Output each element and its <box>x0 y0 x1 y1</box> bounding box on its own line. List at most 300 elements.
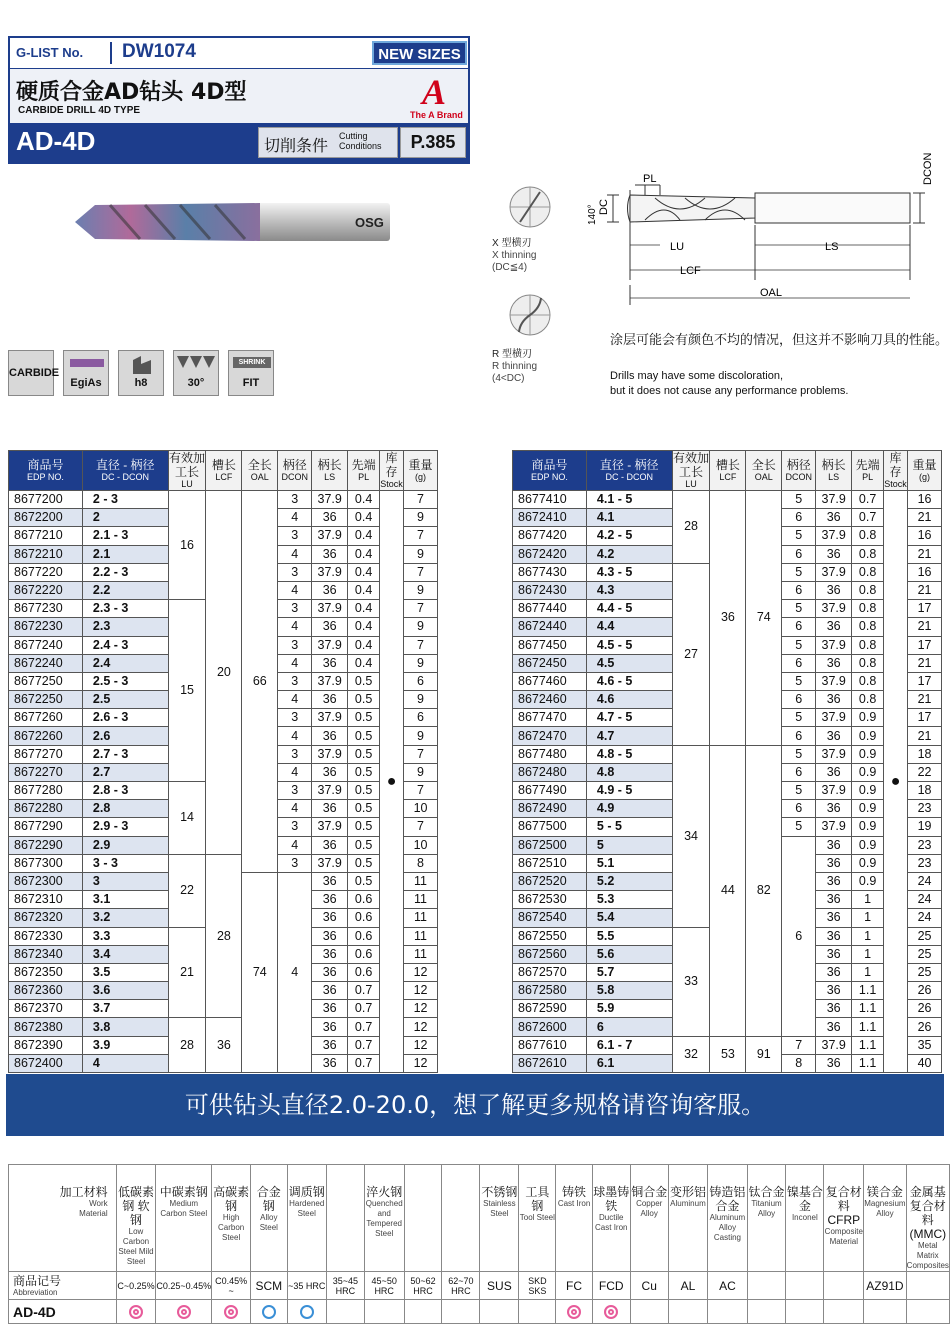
point-length: 1 <box>852 945 884 963</box>
material-header: 合金钢 Alloy Steel <box>251 1165 287 1272</box>
diameter: 6.1 - 7 <box>586 1036 672 1054</box>
edp-number: 8677230 <box>9 600 83 618</box>
suitability-cell <box>156 1300 212 1324</box>
flute-usable-length: 22 <box>168 854 206 927</box>
material-abbreviation <box>747 1272 786 1300</box>
flute-length: 36 <box>206 1018 242 1073</box>
diameter: 6 <box>586 1018 672 1036</box>
flute-usable-length: 33 <box>672 927 710 1036</box>
diameter: 5.5 <box>586 927 672 945</box>
shank-length: 36 <box>312 1054 348 1072</box>
diameter: 3 <box>82 872 168 890</box>
point-length: 0.9 <box>852 709 884 727</box>
weight: 12 <box>404 1036 438 1054</box>
edp-number: 8672470 <box>513 727 587 745</box>
weight: 9 <box>404 509 438 527</box>
diameter: 2.6 - 3 <box>82 709 168 727</box>
weight: 8 <box>404 854 438 872</box>
material-header: 低碳素钢 软钢 Low Carbon Steel Mild Steel <box>116 1165 156 1272</box>
point-length: 0.6 <box>348 891 380 909</box>
material-header: 复合材料 CFRP Composite Material <box>824 1165 864 1272</box>
edp-number: 8677300 <box>9 854 83 872</box>
point-length: 1.1 <box>852 1000 884 1018</box>
shank-diameter: 6 <box>782 727 816 745</box>
shank-diameter: 3 <box>278 782 312 800</box>
edp-number: 8672570 <box>513 963 587 981</box>
shank-length: 37.9 <box>816 709 852 727</box>
suitability-cell <box>906 1300 949 1324</box>
material-abbreviation: SUS <box>480 1272 519 1300</box>
weight: 10 <box>404 836 438 854</box>
shank-diameter: 4 <box>278 509 312 527</box>
weight: 9 <box>404 618 438 636</box>
table-row <box>9 854 438 872</box>
shank-length: 36 <box>312 581 348 599</box>
edp-number: 8672460 <box>513 691 587 709</box>
material-abbreviation: AZ91D <box>864 1272 906 1300</box>
shank-length: 36 <box>312 691 348 709</box>
edp-number: 8672530 <box>513 891 587 909</box>
diameter: 2.5 - 3 <box>82 672 168 690</box>
edp-number: 8672240 <box>9 654 83 672</box>
recommended-icon <box>177 1305 191 1319</box>
edp-number: 8672510 <box>513 854 587 872</box>
stock-indicator: ● <box>380 491 404 1073</box>
weight: 26 <box>908 1018 942 1036</box>
shank-length: 36 <box>816 891 852 909</box>
point-length: 0.5 <box>348 854 380 872</box>
column-header-dc: 直径 - 柄径 DC - DCON <box>82 451 168 491</box>
material-abbreviation: 50~62 HRC <box>404 1272 442 1300</box>
diameter: 2.8 <box>82 800 168 818</box>
shank-length: 36 <box>312 545 348 563</box>
shank-diameter: 5 <box>782 818 816 836</box>
shank-length: 36 <box>312 927 348 945</box>
shank-length: 36 <box>312 763 348 781</box>
point-length: 0.6 <box>348 909 380 927</box>
diameter: 5 - 5 <box>586 818 672 836</box>
diameter: 4.2 - 5 <box>586 527 672 545</box>
column-header-weight: 重量 (g) <box>908 451 942 491</box>
cutting-conditions-box[interactable] <box>258 127 398 158</box>
diameter: 3.6 <box>82 982 168 1000</box>
point-length: 0.7 <box>852 509 884 527</box>
edp-number: 8672300 <box>9 872 83 890</box>
edp-number: 8677240 <box>9 636 83 654</box>
suitable-icon <box>262 1305 276 1319</box>
diameter: 5.8 <box>586 982 672 1000</box>
point-length: 0.8 <box>852 654 884 672</box>
shank-diameter: 6 <box>782 509 816 527</box>
glist-number: DW1074 <box>122 41 196 62</box>
shank-length: 37.9 <box>816 818 852 836</box>
point-length: 0.6 <box>348 945 380 963</box>
edp-number: 8672370 <box>9 1000 83 1018</box>
point-length: 0.9 <box>852 782 884 800</box>
edp-number: 8672260 <box>9 727 83 745</box>
diameter: 4.3 <box>586 581 672 599</box>
weight: 7 <box>404 491 438 509</box>
column-header-dc: 直径 - 柄径 DC - DCON <box>586 451 672 491</box>
shank-length: 37.9 <box>312 854 348 872</box>
shank-length: 36 <box>816 509 852 527</box>
shank-length: 36 <box>312 836 348 854</box>
weight: 12 <box>404 1000 438 1018</box>
table-row <box>9 1018 438 1036</box>
edp-number: 8677410 <box>513 491 587 509</box>
shank-diameter: 5 <box>782 745 816 763</box>
weight: 12 <box>404 982 438 1000</box>
weight: 35 <box>908 1036 942 1054</box>
edp-number: 8677430 <box>513 563 587 581</box>
point-length: 0.8 <box>852 618 884 636</box>
point-length: 1 <box>852 891 884 909</box>
point-length: 0.7 <box>348 982 380 1000</box>
edp-number: 8672320 <box>9 909 83 927</box>
weight: 7 <box>404 600 438 618</box>
weight: 7 <box>404 563 438 581</box>
edp-number: 8672250 <box>9 691 83 709</box>
ls-label: LS <box>825 241 839 253</box>
weight: 23 <box>908 854 942 872</box>
shank-length: 36 <box>312 872 348 890</box>
flute-usable-length: 34 <box>672 745 710 927</box>
shank-length: 36 <box>816 945 852 963</box>
column-header-dcon: 柄径 DCON <box>278 451 312 491</box>
column-header-stock: 库存 Stock <box>884 451 907 489</box>
page-reference[interactable]: P.385 <box>400 127 466 158</box>
shank-diameter: 4 <box>278 763 312 781</box>
suitability-cell <box>326 1300 364 1324</box>
shank-length: 36 <box>816 909 852 927</box>
weight: 17 <box>908 709 942 727</box>
diameter: 4.6 <box>586 691 672 709</box>
diameter: 5.3 <box>586 891 672 909</box>
point-length: 1.1 <box>852 1054 884 1072</box>
diameter: 2.7 <box>82 763 168 781</box>
point-length: 0.5 <box>348 727 380 745</box>
shank-length: 36 <box>816 1000 852 1018</box>
table-row <box>513 1036 942 1054</box>
flute-usable-length: 16 <box>168 491 206 600</box>
shank-length: 37.9 <box>816 636 852 654</box>
point-length: 0.8 <box>852 600 884 618</box>
shank-length: 37.9 <box>816 745 852 763</box>
edp-number: 8672330 <box>9 927 83 945</box>
edp-number: 8672310 <box>9 891 83 909</box>
suitability-cell <box>404 1300 442 1324</box>
diameter: 5 <box>586 836 672 854</box>
diameter: 4.6 - 5 <box>586 672 672 690</box>
diameter: 5.9 <box>586 1000 672 1018</box>
column-header-edp: 商品号 EDP NO. <box>9 451 83 491</box>
overall-length: 82 <box>746 745 782 1036</box>
suitability-cell <box>519 1300 556 1324</box>
material-header: 铸铁 Cast Iron <box>556 1165 593 1272</box>
weight: 7 <box>404 818 438 836</box>
oal-label: OAL <box>760 287 783 299</box>
shank-length: 36 <box>816 654 852 672</box>
shank-diameter: 4 <box>278 872 312 1072</box>
diameter: 4 <box>82 1054 168 1072</box>
diameter: 2.9 <box>82 836 168 854</box>
overall-length: 74 <box>746 491 782 746</box>
suitability-cell <box>364 1300 404 1324</box>
shank-diameter: 3 <box>278 672 312 690</box>
edp-number: 8677440 <box>513 600 587 618</box>
weight: 40 <box>908 1054 942 1072</box>
material-abbreviation: FCD <box>592 1272 630 1300</box>
diameter: 2.4 - 3 <box>82 636 168 654</box>
diameter: 2.3 <box>82 618 168 636</box>
material-abbreviation: Cu <box>630 1272 668 1300</box>
point-length: 0.5 <box>348 836 380 854</box>
weight: 23 <box>908 800 942 818</box>
weight: 9 <box>404 581 438 599</box>
table-row <box>513 491 942 509</box>
shank-length: 36 <box>312 618 348 636</box>
material-header: 铜合金 Copper Alloy <box>630 1165 668 1272</box>
edp-number: 8672580 <box>513 982 587 1000</box>
edp-number: 8672350 <box>9 963 83 981</box>
carbide-icon: CARBIDE <box>8 350 54 396</box>
column-header-ls: 柄长 LS <box>816 451 852 491</box>
product-title-cn: 硬质合金AD钻头 4D型 <box>16 80 247 105</box>
shrink-fit-icon: SHRINK FIT <box>228 350 274 396</box>
weight: 22 <box>908 763 942 781</box>
shank-diameter: 3 <box>278 491 312 509</box>
point-length: 0.5 <box>348 818 380 836</box>
point-length: 0.4 <box>348 491 380 509</box>
shank-length: 36 <box>816 618 852 636</box>
diameter: 2.5 <box>82 691 168 709</box>
series-row-label: AD-4D <box>9 1300 117 1324</box>
material-header: 中碳素钢 Medium Carbon Steel <box>156 1165 212 1272</box>
shank-diameter: 5 <box>782 491 816 509</box>
diameter: 2.1 - 3 <box>82 527 168 545</box>
diameter: 5.1 <box>586 854 672 872</box>
shank-diameter: 5 <box>782 782 816 800</box>
shank-length: 37.9 <box>312 600 348 618</box>
material-abbreviation: 45~50 HRC <box>364 1272 404 1300</box>
recommended-icon <box>604 1305 618 1319</box>
point-length: 0.8 <box>852 527 884 545</box>
diameter: 4.7 <box>586 727 672 745</box>
edp-number: 8672200 <box>9 509 83 527</box>
weight: 10 <box>404 800 438 818</box>
diameter: 4.3 - 5 <box>586 563 672 581</box>
point-length: 0.8 <box>852 672 884 690</box>
shank-length: 37.9 <box>312 818 348 836</box>
edp-number: 8677450 <box>513 636 587 654</box>
weight: 9 <box>404 763 438 781</box>
edp-number: 8672270 <box>9 763 83 781</box>
shank-diameter: 8 <box>782 1054 816 1072</box>
point-length: 1.1 <box>852 982 884 1000</box>
weight: 7 <box>404 745 438 763</box>
shank-length: 37.9 <box>312 563 348 581</box>
suitability-cell <box>556 1300 593 1324</box>
suitability-cell <box>116 1300 156 1324</box>
shank-length: 37.9 <box>312 527 348 545</box>
diameter: 2.3 - 3 <box>82 600 168 618</box>
edp-number: 8677500 <box>513 818 587 836</box>
series-name: AD-4D <box>16 126 96 156</box>
shank-diameter: 5 <box>782 709 816 727</box>
shank-diameter: 4 <box>278 691 312 709</box>
weight: 16 <box>908 563 942 581</box>
suitability-cell <box>251 1300 287 1324</box>
edp-number: 8677270 <box>9 745 83 763</box>
flute-length: 28 <box>206 854 242 1018</box>
shank-length: 36 <box>816 727 852 745</box>
shank-length: 36 <box>312 800 348 818</box>
product-header <box>8 36 470 164</box>
material-header: 铸造铝合金 Aluminum Alloy Casting <box>708 1165 747 1272</box>
material-header <box>404 1165 442 1272</box>
diameter: 5.2 <box>586 872 672 890</box>
edp-number: 8672390 <box>9 1036 83 1054</box>
diameter: 3.2 <box>82 909 168 927</box>
shank-length: 36 <box>312 963 348 981</box>
point-length: 1.1 <box>852 1018 884 1036</box>
edp-number: 8677420 <box>513 527 587 545</box>
suitability-cell <box>668 1300 707 1324</box>
weight: 25 <box>908 927 942 945</box>
shank-length: 36 <box>312 727 348 745</box>
point-length: 0.4 <box>348 636 380 654</box>
new-sizes-badge: NEW SIZES <box>372 41 467 65</box>
material-header: 镍基合金 Inconel <box>786 1165 824 1272</box>
shank-length: 36 <box>816 963 852 981</box>
material-abbreviation: AL <box>668 1272 707 1300</box>
recommended-icon <box>129 1305 143 1319</box>
point-length: 0.4 <box>348 600 380 618</box>
a-brand-logo: A <box>422 72 447 112</box>
point-length: 0.7 <box>348 1000 380 1018</box>
point-length: 0.5 <box>348 782 380 800</box>
diameter: 3.9 <box>82 1036 168 1054</box>
point-length: 0.7 <box>348 1054 380 1072</box>
shank-length: 37.9 <box>312 491 348 509</box>
material-header <box>442 1165 480 1272</box>
shank-diameter: 3 <box>278 709 312 727</box>
shank-length: 36 <box>816 927 852 945</box>
shank-diameter: 3 <box>278 600 312 618</box>
edp-number: 8672450 <box>513 654 587 672</box>
shank-length: 37.9 <box>816 1036 852 1054</box>
material-abbreviation <box>906 1272 949 1300</box>
weight: 11 <box>404 872 438 890</box>
material-abbreviation: ~35 HRC <box>287 1272 326 1300</box>
diameter: 5.6 <box>586 945 672 963</box>
point-length: 0.5 <box>348 800 380 818</box>
edp-number: 8672420 <box>513 545 587 563</box>
recommended-icon <box>567 1305 581 1319</box>
edp-number: 8677250 <box>9 672 83 690</box>
diameter: 6.1 <box>586 1054 672 1072</box>
point-length: 0.5 <box>348 745 380 763</box>
diameter: 5.4 <box>586 909 672 927</box>
edp-number: 8672490 <box>513 800 587 818</box>
cutting-conditions-cn: 切削条件 <box>264 136 329 155</box>
weight: 11 <box>404 945 438 963</box>
edp-number: 8672210 <box>9 545 83 563</box>
r-thinning-caption: R 型横刃 R thinning (4<DC) <box>492 349 538 384</box>
shank-diameter: 6 <box>782 654 816 672</box>
shank-diameter: 4 <box>278 727 312 745</box>
point-length: 0.4 <box>348 581 380 599</box>
shank-diameter: 4 <box>278 654 312 672</box>
material-abbreviation: 35~45 HRC <box>326 1272 364 1300</box>
weight: 12 <box>404 1054 438 1072</box>
suitability-cell <box>824 1300 864 1324</box>
column-header-lu: 有效加工长 LU <box>169 451 206 489</box>
suitable-icon <box>300 1305 314 1319</box>
shank-diameter: 6 <box>782 545 816 563</box>
flute-length: 36 <box>710 491 746 746</box>
shank-diameter: 4 <box>278 581 312 599</box>
weight: 25 <box>908 945 942 963</box>
shank-length: 37.9 <box>816 527 852 545</box>
product-title-en: CARBIDE DRILL 4D TYPE <box>18 105 141 116</box>
flute-usable-length: 28 <box>672 491 710 564</box>
suitability-cell <box>630 1300 668 1324</box>
shank-length: 36 <box>816 836 852 854</box>
shank-length: 36 <box>816 581 852 599</box>
diameter: 3.3 <box>82 927 168 945</box>
weight: 24 <box>908 909 942 927</box>
weight: 17 <box>908 636 942 654</box>
weight: 21 <box>908 691 942 709</box>
material-abbreviation: SCM <box>251 1272 287 1300</box>
shank-diameter: 3 <box>278 527 312 545</box>
shank-diameter: 4 <box>278 618 312 636</box>
shank-diameter: 6 <box>782 836 816 1036</box>
point-length: 0.7 <box>348 1036 380 1054</box>
diameter: 2.7 - 3 <box>82 745 168 763</box>
weight: 11 <box>404 891 438 909</box>
shank-length: 36 <box>816 982 852 1000</box>
diameter: 2.2 - 3 <box>82 563 168 581</box>
point-length: 0.4 <box>348 527 380 545</box>
column-header-weight: 重量 (g) <box>404 451 438 491</box>
brand-name: The A Brand <box>410 110 463 120</box>
weight: 23 <box>908 836 942 854</box>
edp-number: 8672410 <box>513 509 587 527</box>
weight: 6 <box>404 709 438 727</box>
material-abbreviation: C0.25~0.45% <box>156 1272 212 1300</box>
shank-length: 36 <box>312 909 348 927</box>
material-header: 淬火钢 Quenched and Tempered Steel <box>364 1165 404 1272</box>
material-abbreviation: FC <box>556 1272 593 1300</box>
weight: 18 <box>908 782 942 800</box>
diameter: 3.4 <box>82 945 168 963</box>
shank-diameter: 5 <box>782 672 816 690</box>
column-header-oal: 全长 OAL <box>746 451 782 491</box>
shank-diameter: 5 <box>782 527 816 545</box>
recommended-icon <box>224 1305 238 1319</box>
diameter: 4.7 - 5 <box>586 709 672 727</box>
material-header: 变形铝 Aluminum <box>668 1165 707 1272</box>
coating-icon: EgiAs <box>63 350 109 396</box>
point-length: 0.9 <box>852 763 884 781</box>
point-length: 0.8 <box>852 581 884 599</box>
diameter: 4.4 - 5 <box>586 600 672 618</box>
point-length: 0.9 <box>852 727 884 745</box>
column-header-lcf: 槽长 LCF <box>710 451 746 491</box>
divider <box>110 42 112 64</box>
